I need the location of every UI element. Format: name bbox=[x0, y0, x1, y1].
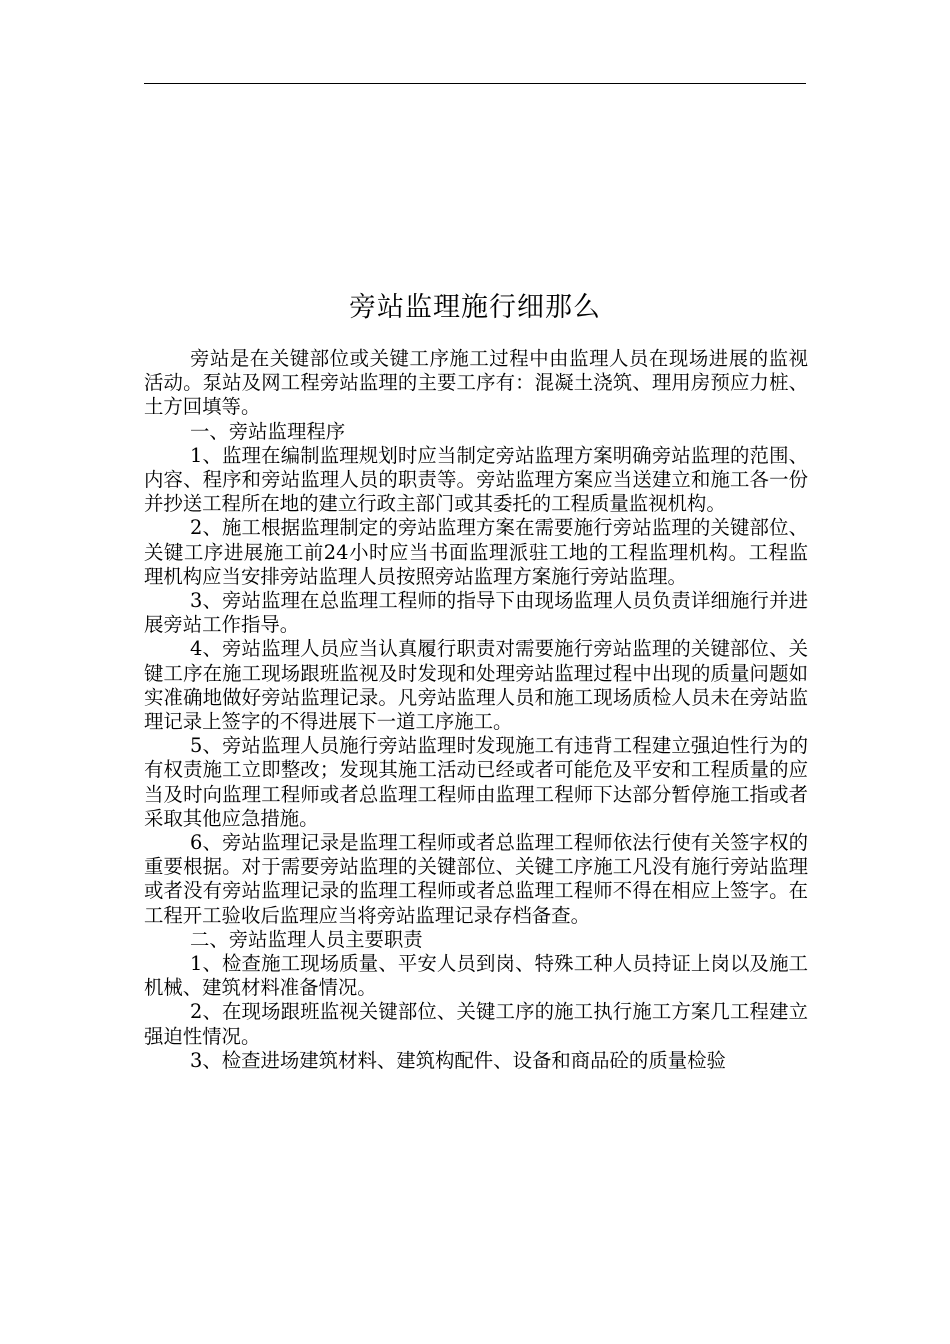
paragraph-duty-2: 2、在现场跟班监视关键部位、关键工序的施工执行施工方案几工程建立强迫性情况。 bbox=[144, 1000, 808, 1048]
document-title: 旁站监理施行细那么 bbox=[349, 292, 601, 323]
paragraph-intro: 旁站是在关键部位或关键工序施工过程中由监理人员在现场进展的监视活动。泵站及网工程旁站监理的主要工序有：混凝土浇筑、理用房预应力桩、土方回填等。 bbox=[144, 347, 808, 419]
section-heading-duties: 二、旁站监理人员主要职责 bbox=[190, 927, 423, 951]
paragraph-procedure-3: 3、旁站监理在总监理工程师的指导下由现场监理人员负责详细施行并进展旁站工作指导。 bbox=[144, 589, 808, 637]
paragraph-procedure-4: 4、旁站监理人员应当认真履行职责对需要施行旁站监理的关键部位、关键工序在施工现场跟班监视及时发现和处理旁站监理过程中出现的质量问题如实准确地做好旁站监理记录。凡旁站监理人员和施工现场质检人员未在旁站监理记录上签字的不得进展下一道工序施工。 bbox=[144, 637, 808, 734]
paragraph-procedure-5: 5、旁站监理人员施行旁站监理时发现施工有违背工程建立强迫性行为的有权责施工立即整改；发现其施工活动已经或者可能危及平安和工程质量的应当及时向监理工程师或者总监理工程师由监理工程师下达部分暂停施工指或者采取其他应急措施。 bbox=[144, 734, 808, 830]
document-body bbox=[144, 347, 808, 1073]
paragraph-procedure-1: 1、监理在编制监理规划时应当制定旁站监理方案明确旁站监理的范围、内容、程序和旁站监理人员的职责等。旁站监理方案应当送建立和施工各一份并抄送工程所在地的建立行政主部门或其委托的工程质量监视机构。 bbox=[144, 443, 808, 516]
paragraph-procedure-2: 2、施工根据监理制定的旁站监理方案在需要施行旁站监理的关键部位、关键工序进展施工前24小时应当书面监理派驻工地的工程监理机构。工程监理机构应当安排旁站监理人员按照旁站监理方案施行旁站监理。 bbox=[144, 516, 808, 588]
header-rule bbox=[144, 83, 806, 84]
paragraph-duty-1: 1、检查施工现场质量、平安人员到岗、特殊工种人员持证上岗以及施工机械、建筑材料准备情况。 bbox=[144, 952, 808, 1000]
paragraph-duty-3: 3、检查进场建筑材料、建筑构配件、设备和商品砼的质量检验 bbox=[190, 1048, 726, 1072]
paragraph-procedure-6: 6、旁站监理记录是监理工程师或者总监理工程师依法行使有关签字权的重要根据。对于需要旁站监理的关键部位、关键工序施工凡没有施行旁站监理或者没有旁站监理记录的监理工程师或者总监理工程师不得在相应上签字。在工程开工验收后监理应当将旁站监理记录存档备查。 bbox=[144, 831, 808, 927]
section-heading-procedure: 一、旁站监理程序 bbox=[190, 419, 346, 443]
